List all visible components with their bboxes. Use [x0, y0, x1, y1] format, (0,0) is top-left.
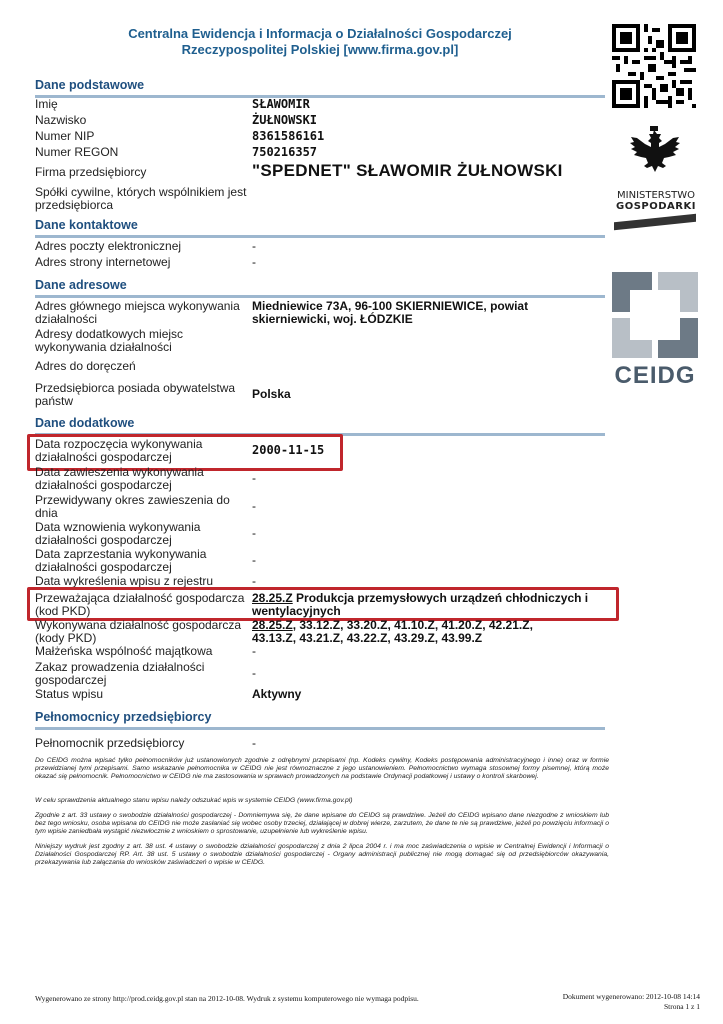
main-address-label: Adres głównego miejsca wykonywania działalności	[35, 299, 240, 326]
pkd-code: 33.12.Z	[299, 618, 341, 632]
ministry-logo-text	[614, 190, 698, 212]
pkd-codes-line-1: 28.25.Z, 33.12.Z, 33.20.Z, 41.10.Z, 41.20.Z, 42.21.Z,	[252, 618, 533, 632]
website-value: -	[252, 255, 256, 269]
partnerships-label: Spółki cywilne, których wspólnikiem jest przedsiębiorca	[35, 185, 247, 212]
ceidg-logo-text: CEIDG	[614, 362, 696, 389]
entry-status-label: Status wpisu	[35, 687, 104, 701]
main-pkd-code: 28.25.Z	[252, 591, 293, 605]
footer-generated-source: Wygenerowano ze strony http://prod.ceidg.gov.pl stan na 2012-10-08. Wydruk z systemu komputerowego nie wymaga podpisu.	[35, 994, 419, 1003]
pkd-codes-line-2: 43.13.Z, 43.21.Z, 43.22.Z, 43.29.Z, 43.99.Z	[252, 631, 483, 645]
ministry-logo-bar	[614, 214, 696, 231]
entry-status-value: Aktywny	[252, 687, 302, 701]
email-label: Adres poczty elektronicznej	[35, 239, 182, 253]
citizenship-value: Polska	[252, 387, 291, 401]
eagle-emblem-icon	[620, 124, 688, 186]
section-additional-title: Dane dodatkowe	[35, 416, 605, 436]
extra-addresses-label: Adresy dodatkowych miejsc wykonywania działalności	[35, 327, 184, 354]
pkd-code: 42.21.Z,	[488, 618, 533, 632]
company-name-label: Firma przedsiębiorcy	[35, 165, 147, 179]
pkd-code: 33.20.Z	[346, 618, 388, 632]
header-line-2: Rzeczypospolitej Polskiej [www.firma.gov.pl]	[181, 42, 459, 57]
nip-label: Numer NIP	[35, 129, 95, 143]
company-name-value: "SPEDNET" SŁAWOMIR ŻUŁNOWSKI	[252, 161, 563, 180]
regon-label: Numer REGON	[35, 145, 119, 159]
last-name-label: Nazwisko	[35, 113, 87, 127]
section-attorneys-title: Pełnomocnicy przedsiębiorcy	[35, 710, 605, 730]
cease-date-value: -	[252, 553, 256, 567]
pkd-code: 41.10.Z	[394, 618, 435, 632]
business-ban-value: -	[252, 666, 256, 680]
deletion-date-label: Data wykreślenia wpisu z rejestru	[35, 574, 214, 588]
main-address-value: Miedniewice 73A, 96-100 SKIERNIEWICE, powiat skierniewicki, woj. ŁÓDZKIE	[252, 299, 529, 326]
business-ban-label: Zakaz prowadzenia działalności gospodarczej	[35, 660, 205, 687]
citizenship-label: Przedsiębiorca posiada obywatelstwa państw	[35, 381, 236, 408]
suspension-period-label: Przewidywany okres zawieszenia do dnia	[35, 493, 230, 520]
website-label: Adres strony internetowej	[35, 255, 171, 269]
resume-date-value: -	[252, 526, 256, 540]
delivery-address-label: Adres do doręczeń	[35, 359, 136, 373]
section-contact-title: Dane kontaktowe	[35, 218, 605, 238]
footer-meta	[540, 992, 700, 1012]
first-name-value: SŁAWOMIR	[252, 97, 310, 111]
document-header	[60, 26, 580, 58]
qr-code-icon	[612, 24, 696, 108]
ministry-line-2: GOSPODARKI	[616, 201, 696, 212]
marital-property-value: -	[252, 644, 256, 658]
fineprint-check-note: W celu sprawdzenia aktualnego stanu wpisu należy odszukać wpis w systemie CEIDG (www.firma.gov.pl)	[35, 797, 353, 804]
pkd-code: 28.25.Z	[252, 618, 293, 632]
resume-date-label: Data wznowienia wykonywania działalności gospodarczej	[35, 520, 201, 547]
section-address-title: Dane adresowe	[35, 278, 605, 298]
start-date-value: 2000-11-15	[252, 443, 325, 457]
cease-date-label: Data zaprzestania wykonywania działalności gospodarczej	[35, 547, 207, 574]
main-pkd-highlight	[27, 587, 619, 621]
attorney-label: Pełnomocnik przedsiębiorcy	[35, 736, 185, 750]
first-name-label: Imię	[35, 97, 58, 111]
regon-value: 750216357	[252, 145, 318, 159]
footer-page-number: Strona 1 z 1	[663, 1002, 700, 1011]
ceidg-logo-icon	[612, 272, 698, 358]
deletion-date-value: -	[252, 574, 256, 588]
pkd-code: 41.20.Z	[441, 618, 483, 632]
fineprint-art38-note: Niniejszy wydruk jest zgodny z art. 38 ust. 4 ustawy o swobodzie działalności gospodarczej z dnia 2 lipca 2004 r. i ma moc zaświadczenia o wpisie w Centralnej Ewidencji i Informacji o Działalności Gospodarczej RP. Art. 38 ust. 5 ustawy o swobodzie działalności gospodarczej - Organy administracji publicznej nie mogą domagać się od przedsiębiorców okazywania, przekazywania lub załączania do wniosków zaświadczeń o wpisie w CEIDG.	[35, 843, 609, 867]
pkd-codes-value	[252, 619, 607, 645]
last-name-value: ŻUŁNOWSKI	[252, 113, 318, 127]
pkd-codes-label: Wykonywana działalność gospodarcza (kody PKD)	[35, 618, 242, 645]
main-pkd-description: Produkcja przemysłowych urządzeń chłodniczych i wentylacyjnych	[252, 591, 589, 618]
nip-value: 8361586161	[252, 129, 325, 143]
fineprint-art33-note: Zgodnie z art. 33 ustawy o swobodzie działalności gospodarczej - Domniemywa się, że dane wpisane do CEIDG są prawdziwe. Jeżeli do CEIDG wpisano dane niezgodne z wnioskiem lub bez tego wniosku, osoba wpisana do CEIDG nie może zasłaniać się wobec osoby trzeciej, działającej w dobrej wierze, zarzutem, że dane te nie są prawdziwe, jeżeli po powzięciu informacji o tym wpisie zaniedbała wystąpić niezwłocznie z wnioskiem o sprostowanie, uzupełnienie lub wykreślenie wpisu.	[35, 812, 609, 836]
suspension-period-value: -	[252, 499, 256, 513]
suspension-date-label: Data zawieszenia wykonywania działalności gospodarczej	[35, 465, 204, 492]
footer-generated-date: Dokument wygenerowano: 2012-10-08 14:14	[562, 992, 700, 1001]
suspension-date-value: -	[252, 471, 256, 485]
attorney-value: -	[252, 736, 256, 750]
start-date-label: Data rozpoczęcia wykonywania działalności gospodarczej	[35, 437, 203, 464]
header-line-1: Centralna Ewidencja i Informacja o Działalności Gospodarczej	[128, 26, 512, 41]
section-basic-title: Dane podstawowe	[35, 78, 605, 98]
ministry-line-1: MINISTERSTWO	[617, 190, 695, 201]
fineprint-attorney-note: Do CEIDG można wpisać tylko pełnomocników już ustanowionych zgodnie z odrębnymi przepisami (np. Kodeks cywilny, Kodeks postępowania administracyjnego i inne) oraz w formie przewidzianej tymi przepisami. Samo wskazanie pełnomocnika w CEIDG nie jest równoznaczne z jego ustanowieniem. Pełnomocnictwo wymaga stosownej formy pisemnej, którą może okazać się pełnomocnik. Pełnomocnictwo w CEIDG nie ma zastosowania w sprawach prowadzonych na podstawie Ordynacji podatkowej i ustawy o kontroli skarbowej.	[35, 757, 609, 781]
marital-property-label: Małżeńska wspólność majątkowa	[35, 644, 213, 658]
email-value: -	[252, 239, 256, 253]
main-pkd-label: Przeważająca działalność gospodarcza (kod PKD)	[35, 591, 245, 618]
